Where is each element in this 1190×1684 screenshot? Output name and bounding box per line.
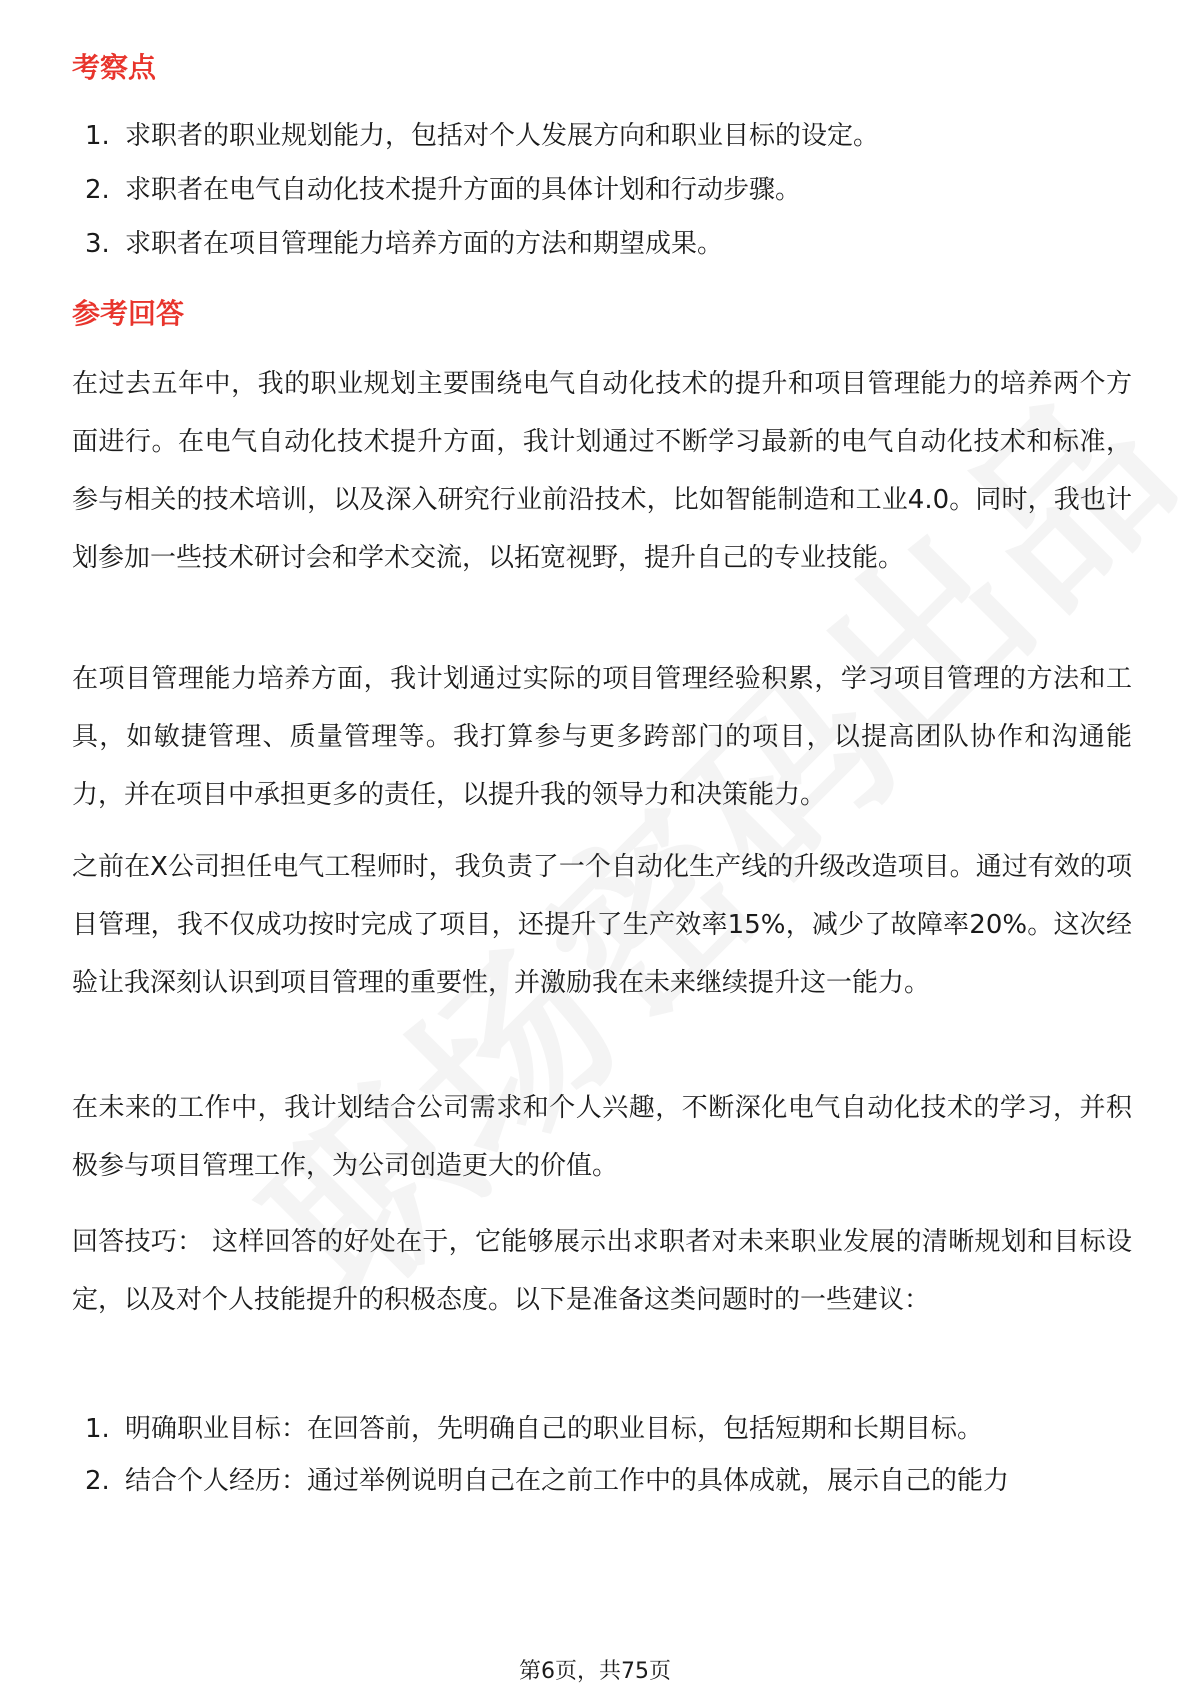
answer-paragraph: 在过去五年中，我的职业规划主要围绕电气自动化技术的提升和项目管理能力的培养两个方面进行。在电气自动化技术提升方面，我计划通过不断学习最新的电气自动化技术和标准，参与相关的技术培训，以及深入研究行业前沿技术，比如智能制造和工业4.0。同时，我也计划参加一些技术研讨会和学术交流，以拓宽视野，提升自己的专业技能。 [72, 369, 1132, 573]
page-number: 第6页，共75页 [519, 1659, 671, 1684]
list-item [85, 224, 1125, 264]
section-title-assessment-points: 考察点 [72, 51, 157, 84]
answer-paragraph: 之前在X公司担任电气工程师时，我负责了一个自动化生产线的升级改造项目。通过有效的项目管理，我不仅成功按时完成了项目，还提升了生产效率15%，减少了故障率20%。这次经验让我深刻认识到项目管理的重要性，并激励我在未来继续提升这一能力。 [72, 852, 1132, 998]
answer-paragraph: 在项目管理能力培养方面，我计划通过实际的项目管理经验积累，学习项目管理的方法和工具，如敏捷管理、质量管理等。我打算参与更多跨部门的项目，以提高团队协作和沟通能力，并在项目中承担更多的责任，以提升我的领导力和决策能力。 [72, 664, 1132, 810]
answer-tips-paragraph: 回答技巧： 这样回答的好处在于，它能够展示出求职者对未来职业发展的清晰规划和目标设定，以及对个人技能提升的积极态度。以下是准备这类问题时的一些建议： [72, 1227, 1132, 1315]
list-text: 求职者的职业规划能力，包括对个人发展方向和职业目标的设定。 [125, 121, 880, 151]
list-number: 1. [85, 121, 110, 151]
list-text: 结合个人经历：通过举例说明自己在之前工作中的具体成就，展示自己的能力 [125, 1466, 1010, 1496]
tip-list-item [85, 1461, 1125, 1501]
list-number: 2. [85, 1466, 110, 1496]
list-number: 2. [85, 175, 110, 205]
list-text: 明确职业目标：在回答前，先明确自己的职业目标，包括短期和长期目标。 [125, 1414, 984, 1444]
answer-paragraph: 在未来的工作中，我计划结合公司需求和个人兴趣，不断深化电气自动化技术的学习，并积极参与项目管理工作，为公司创造更大的价值。 [72, 1093, 1132, 1181]
list-number: 3. [85, 229, 110, 259]
list-item [85, 116, 1125, 156]
list-item [85, 170, 1125, 210]
section-title-reference-answer: 参考回答 [72, 297, 185, 330]
list-text: 求职者在电气自动化技术提升方面的具体计划和行动步骤。 [125, 175, 802, 205]
list-number: 1. [85, 1414, 110, 1444]
list-text: 求职者在项目管理能力培养方面的方法和期望成果。 [125, 229, 724, 259]
tip-list-item [85, 1409, 1125, 1449]
